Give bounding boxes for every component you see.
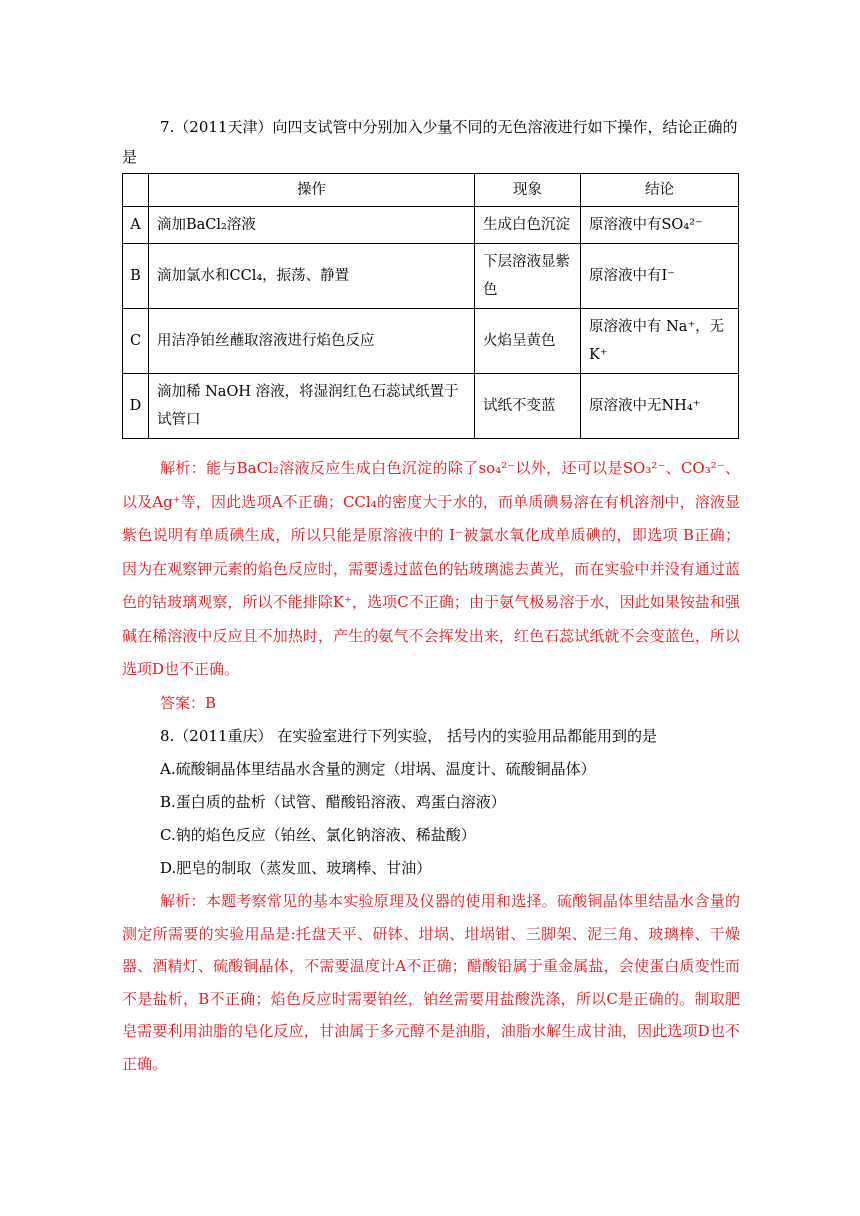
question-8 xyxy=(160,720,657,885)
option-d: D.肥皂的制取（蒸发皿、玻璃棒、甘油） xyxy=(160,859,432,877)
row-conclusion: 原溶液中有SO₄²⁻ xyxy=(581,207,739,244)
table-row xyxy=(123,207,739,244)
row-label: C xyxy=(123,309,149,374)
option-b: B.蛋白质的盐析（试管、醋酸铅溶液、鸡蛋白溶液） xyxy=(160,793,506,811)
option-a: A.硫酸铜晶体里结晶水含量的测定（坩埚、温度计、硫酸铜晶体） xyxy=(160,760,596,778)
row-conclusion: 原溶液中有 Na⁺，无K⁺ xyxy=(581,309,739,374)
row-operation: 用洁净铂丝蘸取溶液进行焰色反应 xyxy=(149,309,475,374)
analysis-8: 解析：本题考察常见的基本实验原理及仪器的使用和选择。硫酸铜晶体里结晶水含量的测定所需要的实验用品是:托盘天平、研钵、坩埚、坩埚钳、三脚架、泥三角、玻璃棒、干燥器、酒精灯、硫酸铜晶体，不需要温度计A不正确；醋酸铅属于重金属盐，会使蛋白质变性而不是盐析，B不正确；焰色反应时需要铂丝，铂丝需要用盐酸洗涤，所以C是正确的。制取肥皂需要利用油脂的皂化反应，甘油属于多元醇不是油脂，油脂水解生成甘油，因此选项D也不正确。 xyxy=(122,892,740,1073)
row-label: A xyxy=(123,207,149,244)
table-header-phenomenon: 现象 xyxy=(475,174,581,207)
row-operation: 滴加BaCl₂溶液 xyxy=(149,207,475,244)
experiment-table xyxy=(122,173,739,439)
row-label: B xyxy=(123,244,149,309)
answer-7: 答案：B xyxy=(160,694,217,712)
row-phenomenon: 火焰呈黄色 xyxy=(475,309,581,374)
row-operation: 滴加稀 NaOH 溶液，将湿润红色石蕊试纸置于试管口 xyxy=(149,374,475,439)
row-label: D xyxy=(123,374,149,439)
row-phenomenon: 生成白色沉淀 xyxy=(475,207,581,244)
question-8-stem: 8.（2011重庆） 在实验室进行下列实验， 括号内的实验用品都能用到的是 xyxy=(160,727,658,745)
row-conclusion: 原溶液中无NH₄⁺ xyxy=(581,374,739,439)
question-7-stem: 7.（2011天津）向四支试管中分别加入少量不同的无色溶液进行如下操作，结论正确的是 xyxy=(122,118,738,166)
table-row xyxy=(123,309,739,374)
table-header-conclusion: 结论 xyxy=(581,174,739,207)
option-c: C.钠的焰色反应（铂丝、氯化钠溶液、稀盐酸） xyxy=(160,826,476,844)
row-phenomenon: 试纸不变蓝 xyxy=(475,374,581,439)
analysis-7: 解析：能与BaCl₂溶液反应生成白色沉淀的除了so₄²⁻以外，还可以是SO₃²⁻、CO₃²⁻、以及Ag⁺等，因此选项A不正确；CCl₄的密度大于水的，而单质碘易溶在有机溶剂中，溶液显紫色说明有单质碘生成，所以只能是原溶液中的 I⁻被氯水氧化成单质碘的，即选项 B正确；因为在观察钾元素的焰色反应时，需要透过蓝色的钴玻璃滤去黄光，而在实验中并没有通过蓝色的钴玻璃观察，所以不能排除K⁺，选项C不正确；由于氨气极易溶于水，因此如果铵盐和强碱在稀溶液中反应且不加热时，产生的氨气不会挥发出来，红色石蕊试纸就不会变蓝色，所以选项D也不正确。 xyxy=(122,459,740,678)
table-row xyxy=(123,244,739,309)
row-operation: 滴加氯水和CCl₄，振荡、静置 xyxy=(149,244,475,309)
row-conclusion: 原溶液中有I⁻ xyxy=(581,244,739,309)
table-row xyxy=(123,374,739,439)
table-header-row xyxy=(123,174,739,207)
table-header-operation: 操作 xyxy=(149,174,475,207)
table-header-label xyxy=(123,174,149,207)
row-phenomenon: 下层溶液显紫色 xyxy=(475,244,581,309)
